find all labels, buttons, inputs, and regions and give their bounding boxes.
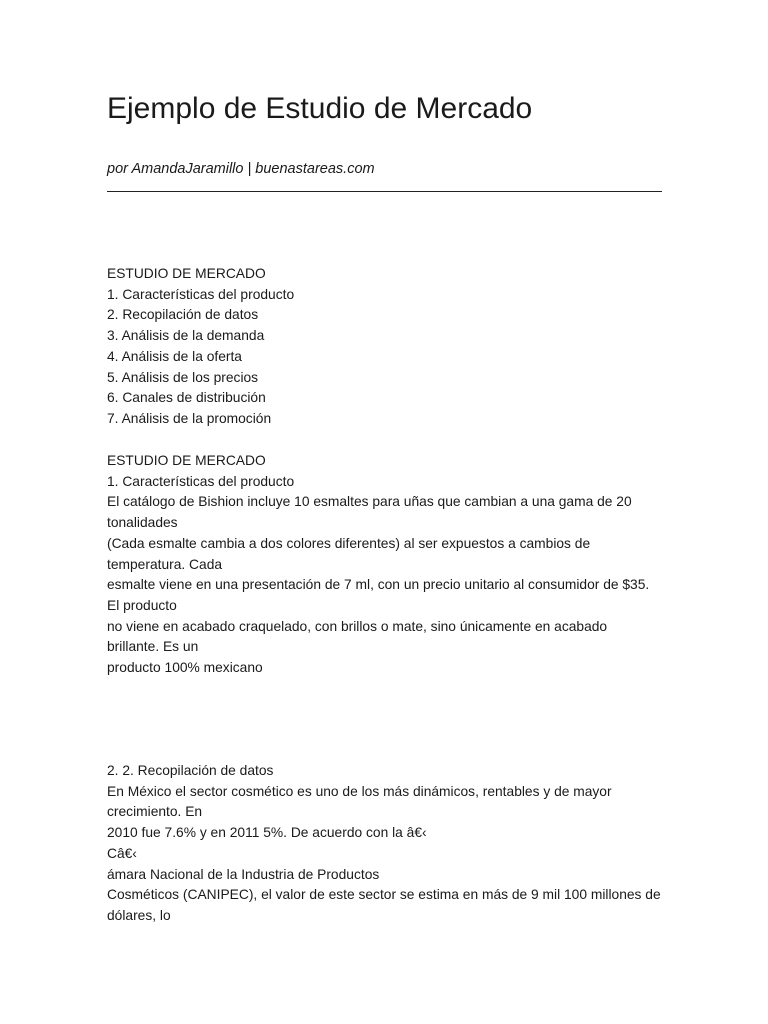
text-line: 7. Análisis de la promoción: [107, 410, 272, 426]
toc-section: [107, 264, 663, 430]
text-line: En México el sector cosmético es uno de los más dinámicos, rentables y de mayor: [107, 783, 612, 799]
text-line: El producto: [107, 597, 177, 613]
title-divider: [107, 191, 662, 192]
text-line: dólares, lo: [107, 907, 171, 923]
characteristics-section: [107, 451, 663, 679]
text-line: 5. Análisis de los precios: [107, 369, 259, 385]
text-line: 2010 fue 7.6% y en 2011 5%. De acuerdo con la â€‹: [107, 825, 427, 841]
text-line: tonalidades: [107, 515, 178, 531]
text-line: Cosméticos (CANIPEC), el valor de este sector se estima en más de 9 mil 100 millones de: [107, 887, 661, 903]
text-line: 2. Recopilación de datos: [107, 307, 259, 323]
text-line: temperatura. Cada: [107, 556, 223, 572]
byline: por AmandaJaramillo | buenastareas.com: [107, 161, 375, 177]
text-line: esmalte viene en una presentación de 7 ml, con un precio unitario al consumidor de $35.: [107, 577, 650, 593]
text-line: 1. Características del producto: [107, 473, 295, 489]
text-line: Câ€‹: [107, 845, 137, 861]
page-title: Ejemplo de Estudio de Mercado: [107, 92, 533, 125]
text-line: producto 100% mexicano: [107, 660, 263, 676]
text-line: El catálogo de Bishion incluye 10 esmaltes para uñas que cambian a una gama de 20: [107, 494, 632, 510]
data-collection-section: [107, 761, 663, 927]
text-line: ámara Nacional de la Industria de Productos: [107, 866, 380, 882]
text-line: ESTUDIO DE MERCADO: [107, 453, 266, 468]
text-line: crecimiento. En: [107, 804, 203, 820]
text-line: 3. Análisis de la demanda: [107, 328, 265, 344]
text-line: ESTUDIO DE MERCADO: [107, 266, 266, 281]
text-line: 1. Características del producto: [107, 286, 295, 302]
text-line: 4. Análisis de la oferta: [107, 348, 242, 364]
text-line: 2. 2. Recopilación de datos: [107, 763, 274, 778]
text-line: brillante. Es un: [107, 639, 199, 655]
text-line: (Cada esmalte cambia a dos colores diferentes) al ser expuestos a cambios de: [107, 535, 591, 551]
text-line: no viene en acabado craquelado, con brillos o mate, sino únicamente en acabado: [107, 618, 608, 634]
text-line: 6. Canales de distribución: [107, 390, 266, 406]
